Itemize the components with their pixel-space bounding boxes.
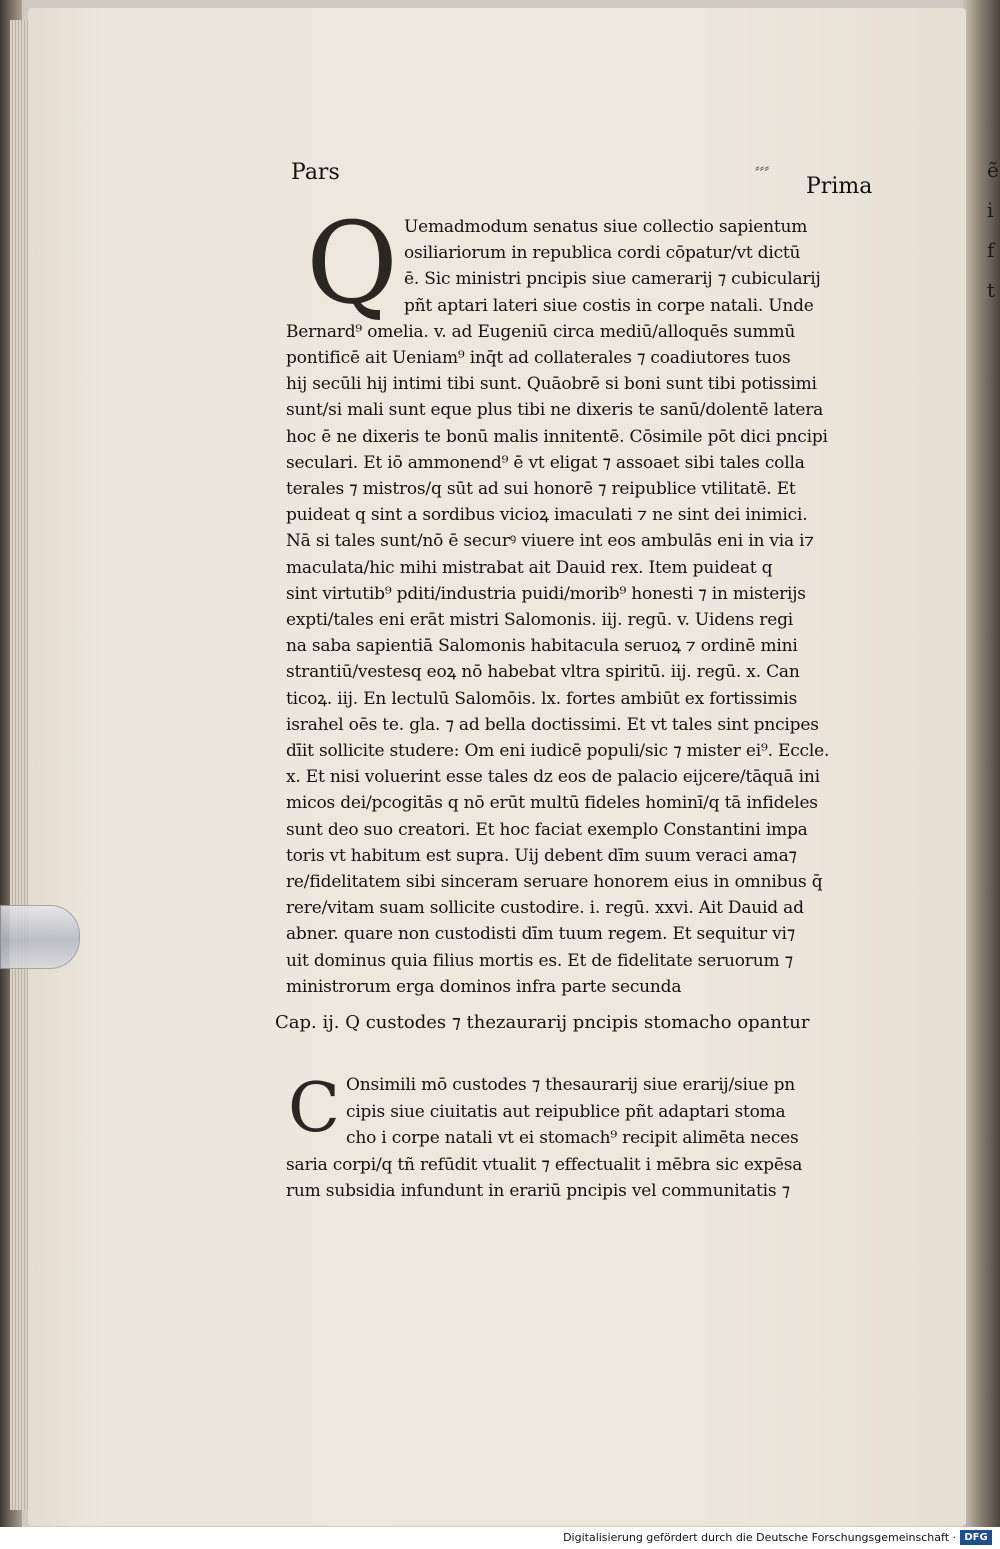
text-line: pontificē ait Ueniam⁹ inq̄t ad collaterales ⁊ coadiutores tuos: [286, 348, 791, 368]
text-line: Uemadmodum senatus siue collectio sapientum: [404, 217, 808, 237]
text-line: micos dei/pcogitās q nō erūt multū fideles hominī/q tā infideles: [286, 793, 818, 814]
text-line: sunt deo suo creatori. Et hoc faciat exemplo Constantini impa: [286, 819, 808, 840]
text-line: abner. quare non custodisti dīm tuum regem. Et sequitur vi⁊: [286, 924, 796, 945]
text-line: ē. Sic ministri pncipis siue camerarij ⁊ cubicularij: [404, 269, 821, 290]
running-head-right: Prima: [806, 174, 873, 199]
text-line: toris vt habitum est supra. Uij debent dīm suum veraci ama⁊: [286, 845, 797, 866]
text-line: na saba sapientiā Salomonis habitacula seruoꝝ ⁊ ordinē mini: [286, 636, 798, 657]
text-line: rum subsidia infundunt in erariū pncipis vel communitatis ⁊: [286, 1181, 790, 1201]
text-line: osiliariorum in republica cordi cōpatur/vt dictū: [404, 243, 801, 264]
text-line: maculata/hic mihi mistrabat ait Dauid rex. Item puideat q: [286, 557, 773, 578]
text-line: cipis siue ciuitatis aut reipublice pñt adaptari stoma: [346, 1101, 786, 1122]
right-margin-chars: [987, 150, 1000, 750]
margin-char: t: [987, 278, 996, 302]
text-line: seculari. Et iō ammonend⁹ ē vt eligat ⁊ assoaet sibi tales colla: [286, 452, 805, 473]
text-line: cho i corpe natali vt ei stomach⁹ recipit alimēta neces: [346, 1128, 799, 1148]
text-line: uit dominus quia filius mortis es. Et de fidelitate seruorum ⁊: [286, 950, 793, 971]
text-line: israhel oēs te. gla. ⁊ ad bella doctissimi. Et vt tales sint pncipes: [286, 714, 819, 735]
left-page-leaves: [10, 20, 28, 1510]
text-line: x. Et nisi voluerint esse tales dz eos de palacio eijcere/tāquā ini: [286, 767, 820, 788]
text-line: Bernard⁹ omelia. v. ad Eugeniū circa mediū/alloquēs summū: [286, 321, 796, 342]
dfg-logo: DFG: [960, 1530, 992, 1545]
running-head-left: Pars: [291, 160, 340, 185]
text-line: hij secūli hij intimi tibi sunt. Quāobrē si boni sunt tibi potissimi: [286, 374, 817, 395]
header-ornament: ⸗⸗⸗: [755, 160, 769, 176]
chapter-heading: Cap. ij. Q custodes ⁊ thezaurarij pncipis stomacho opantur: [275, 1012, 810, 1033]
text-line: dīit sollicite studere: Om eni iudicē populi/sic ⁊ mister ei⁹. Eccle.: [286, 741, 830, 761]
text-line: hoc ē ne dixeris te bonū malis innitentē. Cōsimile pōt dici pncipi: [286, 426, 828, 447]
text-line: re/fidelitatem sibi sinceram seruare honorem eius in omnibus q̄: [286, 872, 823, 892]
initial-letter-q: Q: [306, 199, 398, 329]
text-line: Nā si tales sunt/nō ē securꝰ viuere int eos ambulās eni in via i⁊: [286, 531, 814, 552]
footer-bar: [0, 1527, 1000, 1549]
text-line: ticoꝝ. iij. En lectulū Salomōis. lx. fortes ambiūt ex fortissimis: [286, 688, 798, 709]
margin-char: i: [987, 198, 994, 222]
text-line: ministrorum erga dominos infra parte secunda: [286, 976, 682, 997]
text-line: sunt/si mali sunt eque plus tibi ne dixeris te sanū/dolentē latera: [286, 400, 824, 421]
text-line: expti/tales eni erāt mistri Salomonis. iij. regū. v. Uidens regi: [286, 610, 793, 630]
text-line: saria corpi/q tñ refūdit vtualit ⁊ effectualit i mēbra sic expēsa: [286, 1154, 803, 1175]
text-line: strantiū/vestesq eoꝝ nō habebat vltra spiritū. iij. regū. x. Can: [286, 662, 800, 683]
footer-credit: Digitalisierung gefördert durch die Deutsche Forschungsgemeinschaft ·: [563, 1531, 956, 1544]
text-line: rere/vitam suam sollicite custodire. i. regū. xxvi. Ait Dauid ad: [286, 898, 804, 919]
text-line: pñt aptari lateri siue costis in corpe natali. Unde: [404, 295, 814, 316]
text-line: Onsimili mō custodes ⁊ thesaurarij siue erarij/siue pn: [346, 1075, 796, 1095]
initial-letter-c: C: [287, 1069, 341, 1148]
text-line: terales ⁊ mistros/q sūt ad sui honorē ⁊ reipublice vtilitatē. Et: [286, 479, 796, 499]
page-clip: [0, 905, 80, 969]
text-line: sint virtutib⁹ pditi/industria puidi/morib⁹ honesti ⁊ in misterijs: [286, 583, 806, 604]
text-line: puideat q sint a sordibus vicioꝝ imaculati ⁊ ne sint dei inimici.: [286, 505, 808, 526]
margin-char: f: [987, 238, 995, 262]
margin-char: ẽ: [987, 158, 999, 182]
